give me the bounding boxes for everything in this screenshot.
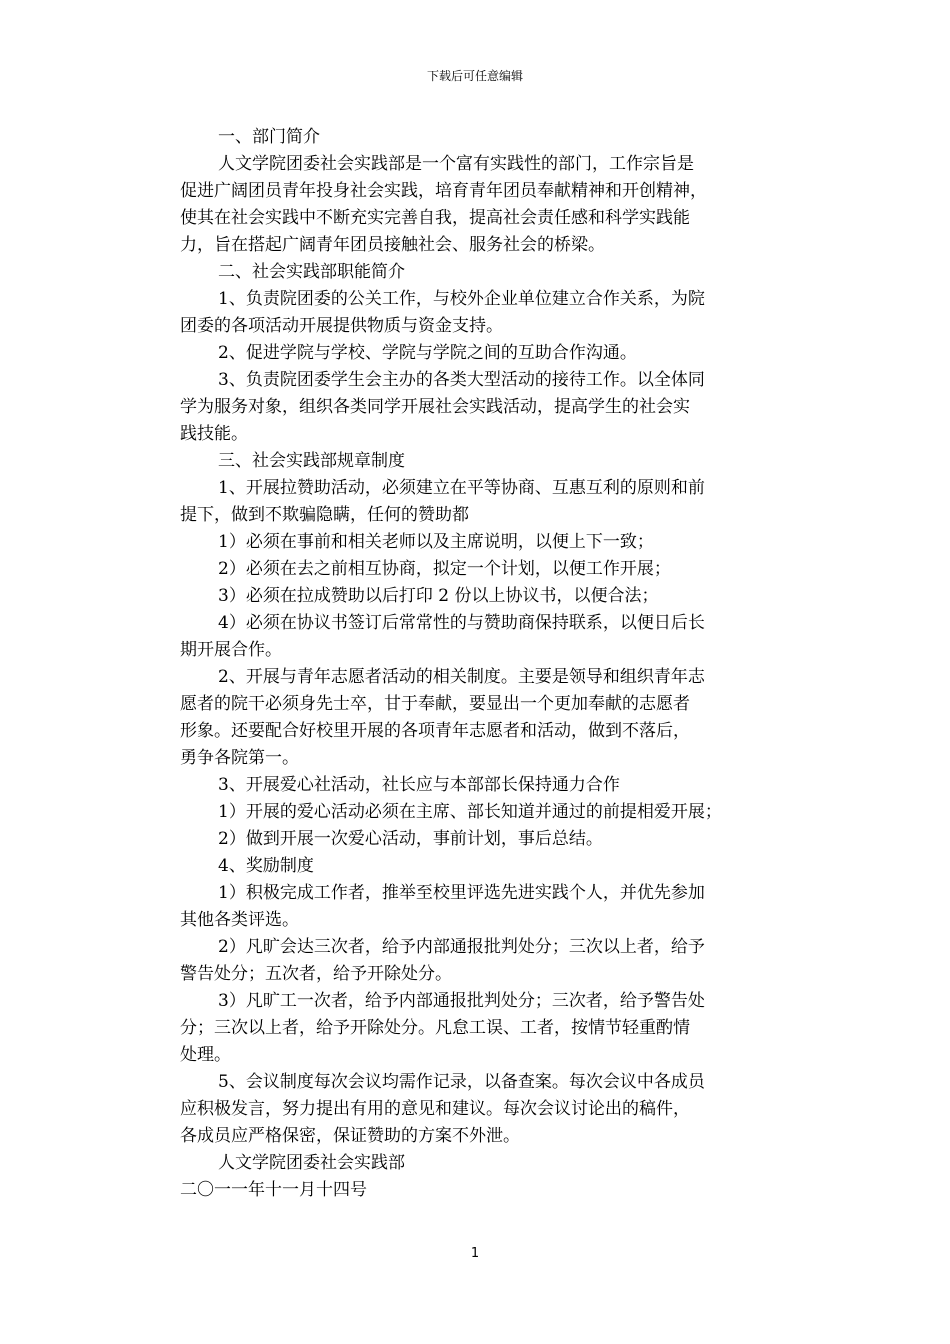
text-line: 人文学院团委社会实践部 xyxy=(218,1153,405,1173)
text-line: 一、部门简介 xyxy=(218,127,320,147)
text-line: 愿者的院干必须身先士卒，甘于奉献，要显出一个更加奉献的志愿者 xyxy=(180,694,690,714)
document-body xyxy=(180,124,772,1204)
text-line: 3）必须在拉成赞助以后打印 2 份以上协议书，以便合法； xyxy=(218,586,659,606)
text-line: 2）必须在去之前相互协商，拟定一个计划，以便工作开展； xyxy=(218,559,671,579)
text-line: 4、奖励制度 xyxy=(218,856,314,876)
text-line: 使其在社会实践中不断充实完善自我，提高社会责任感和科学实践能 xyxy=(180,208,690,228)
page-header: 下载后可任意编辑 xyxy=(426,69,523,83)
text-line: 期开展合作。 xyxy=(180,640,282,660)
text-line: 提下，做到不欺骗隐瞒，任何的赞助都 xyxy=(180,505,469,525)
text-line: 处理。 xyxy=(180,1045,231,1065)
text-line: 团委的各项活动开展提供物质与资金支持。 xyxy=(180,316,503,336)
text-line: 学为服务对象，组织各类同学开展社会实践活动，提高学生的社会实 xyxy=(180,397,690,417)
text-line: 二、社会实践部职能简介 xyxy=(218,262,405,282)
text-line: 力，旨在搭起广阔青年团员接触社会、服务社会的桥梁。 xyxy=(180,235,605,255)
text-line: 分；三次以上者，给予开除处分。凡怠工误、工者，按情节轻重酌情 xyxy=(180,1018,690,1038)
text-line: 三、社会实践部规章制度 xyxy=(218,451,405,471)
text-line: 2）凡旷会达三次者，给予内部通报批判处分；三次以上者，给予 xyxy=(218,937,705,957)
text-line: 践技能。 xyxy=(180,424,248,444)
text-line: 3、负责院团委学生会主办的各类大型活动的接待工作。以全体同 xyxy=(218,370,705,390)
text-line: 勇争各院第一。 xyxy=(180,748,299,768)
text-line: 警告处分；五次者，给予开除处分。 xyxy=(180,964,452,984)
text-line: 1）积极完成工作者，推举至校里评选先进实践个人，并优先参加 xyxy=(218,883,705,903)
text-line: 5、会议制度每次会议均需作记录，以备查案。每次会议中各成员 xyxy=(218,1072,705,1092)
text-line: 4）必须在协议书签订后常常性的与赞助商保持联系，以便日后长 xyxy=(218,613,705,633)
text-line: 1、负责院团委的公关工作，与校外企业单位建立合作关系，为院 xyxy=(218,289,705,309)
page-number: 1 xyxy=(470,1246,480,1261)
text-line: 人文学院团委社会实践部是一个富有实践性的部门，工作宗旨是 xyxy=(218,154,694,174)
text-line: 3）凡旷工一次者，给予内部通报批判处分；三次者，给予警告处 xyxy=(218,991,705,1011)
text-line: 1）开展的爱心活动必须在主席、部长知道并通过的前提相爱开展； xyxy=(218,802,722,822)
text-line: 3、开展爱心社活动，社长应与本部部长保持通力合作 xyxy=(218,775,620,795)
text-line: 1、开展拉赞助活动，必须建立在平等协商、互惠互利的原则和前 xyxy=(218,478,705,498)
text-line: 2、开展与青年志愿者活动的相关制度。主要是领导和组织青年志 xyxy=(218,667,705,687)
text-line: 应积极发言，努力提出有用的意见和建议。每次会议讨论出的稿件， xyxy=(180,1099,690,1119)
text-line: 其他各类评选。 xyxy=(180,910,299,930)
text-line: 二〇一一年十一月十四号 xyxy=(180,1180,367,1200)
text-line: 促进广阔团员青年投身社会实践，培育青年团员奉献精神和开创精神， xyxy=(180,181,707,201)
text-line: 各成员应严格保密，保证赞助的方案不外泄。 xyxy=(180,1126,520,1146)
text-line: 形象。还要配合好校里开展的各项青年志愿者和活动，做到不落后， xyxy=(180,721,690,741)
text-line: 2、促进学院与学校、学院与学院之间的互助合作沟通。 xyxy=(218,343,637,363)
text-line: 1）必须在事前和相关老师以及主席说明，以便上下一致； xyxy=(218,532,654,552)
text-line: 2）做到开展一次爱心活动，事前计划，事后总结。 xyxy=(218,829,603,849)
